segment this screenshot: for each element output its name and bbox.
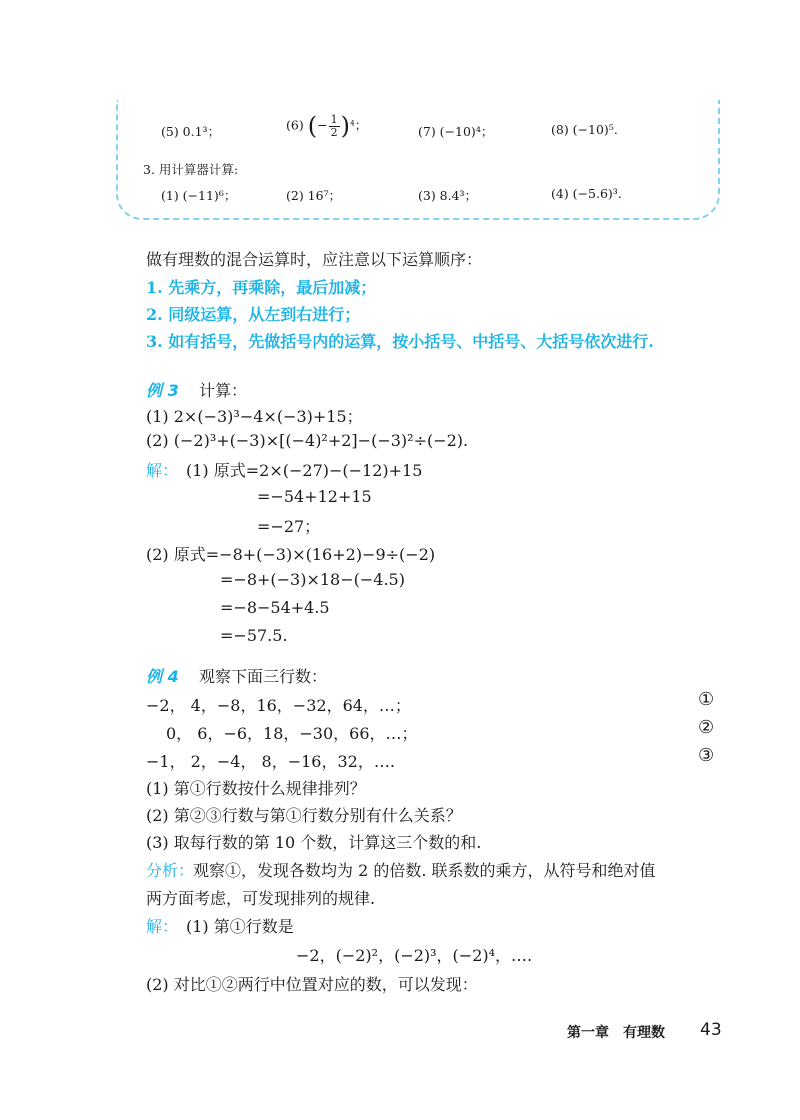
- left-paren: (: [307, 112, 318, 140]
- question-2: (2) 第②③行数与第①行数分别有什么关系？: [146, 806, 462, 825]
- rule-2: 2. 同级运算，从左到右进行；: [146, 305, 361, 324]
- solution-1-line-2: =−54+12+15: [257, 487, 372, 506]
- solution-2-line-4: =−57.5.: [220, 626, 288, 645]
- fraction: [329, 114, 340, 139]
- question-1: (1) 第①行数按什么规律排列？: [146, 779, 366, 798]
- exercise-6-exponent: 4: [349, 118, 355, 128]
- example-3-problem-1: (1) 2×(−3)³−4×(−3)+15；: [146, 407, 363, 426]
- row-2-marker: ②: [698, 717, 715, 738]
- example-3-title: 计算：: [199, 381, 248, 400]
- rules-intro: 做有理数的混合运算时，应注意以下运算顺序：: [146, 250, 483, 269]
- solution-1-line-1: (1) 原式=2×(−27)−(−12)+15: [186, 461, 423, 480]
- solution-2-line-3: =−8−54+4.5: [220, 598, 330, 617]
- analysis-line-2: 两方面考虑，可发现排列的规律.: [146, 889, 376, 908]
- exercise-5: (5) 0.1³；: [161, 124, 221, 139]
- exercise-3-3: (3) 8.4³；: [418, 188, 478, 203]
- exercise-3-2: (2) 16⁷；: [286, 188, 342, 203]
- solution-1-line-3: =−27；: [257, 517, 321, 536]
- solution-2-line-1: (2) 原式=−8+(−3)×(16+2)−9÷(−2): [146, 545, 436, 564]
- sequence-row-3: −1， 2，−4， 8，−16，32，….: [146, 752, 395, 771]
- solution-sequence: −2，(−2)²，(−2)³，(−2)⁴，….: [296, 946, 533, 965]
- solution-part-1: (1) 第①行数是: [186, 917, 294, 936]
- right-paren: ): [340, 112, 350, 140]
- example-4-label: 例 4: [146, 667, 179, 686]
- chapter-footer: 第一章 有理数: [567, 1025, 665, 1041]
- sequence-row-1: −2， 4，−8，16，−32，64，…；: [146, 696, 411, 715]
- sequence-row-2: 0， 6，−6，18，−30，66，…；: [166, 724, 418, 743]
- exercise-3-4: (4) (−5.6)³.: [551, 186, 622, 201]
- fraction-denominator: 2: [330, 125, 338, 139]
- solution-part-2: (2) 对比①②两行中位置对应的数，可以发现：: [146, 975, 478, 994]
- exercise-3-1: (1) (−11)⁶；: [161, 188, 237, 203]
- exercise-8: (8) (−10)⁵.: [551, 122, 618, 137]
- example-4-title: 观察下面三行数：: [199, 667, 328, 686]
- fraction-numerator: 1: [330, 112, 338, 126]
- analysis-label: 分析：: [146, 861, 195, 880]
- rule-1: 1. 先乘方，再乘除，最后加减；: [146, 278, 377, 297]
- rule-3: 3. 如有括号，先做括号内的运算，按小括号、中括号、大括号依次进行.: [146, 332, 654, 351]
- example-3-problem-2: (2) (−2)³+(−3)×[(−4)²+2]−(−3)²÷(−2).: [146, 431, 469, 450]
- solution-label: 解：: [146, 461, 179, 480]
- exercise-6-semicolon: ；: [354, 117, 368, 133]
- exercise-6: [286, 112, 367, 140]
- exercise-6-label: (6): [286, 117, 304, 133]
- solution-2-line-2: =−8+(−3)×18−(−4.5): [220, 570, 405, 589]
- exercise-3-title: 3. 用计算器计算:: [143, 162, 239, 177]
- analysis-line-1: 观察①，发现各数均为 2 的倍数. 联系数的乘方，从符号和绝对值: [193, 861, 656, 880]
- page-number: 43: [700, 1020, 722, 1040]
- example-4-solution-label: 解：: [146, 917, 179, 936]
- exercise-7: (7) (−10)⁴；: [418, 124, 494, 139]
- exercise-6-sign: −: [317, 117, 328, 133]
- example-3-label: 例 3: [146, 381, 179, 400]
- row-3-marker: ③: [698, 745, 715, 766]
- question-3: (3) 取每行数的第 10 个数，计算这三个数的和.: [146, 833, 482, 852]
- row-1-marker: ①: [698, 689, 715, 710]
